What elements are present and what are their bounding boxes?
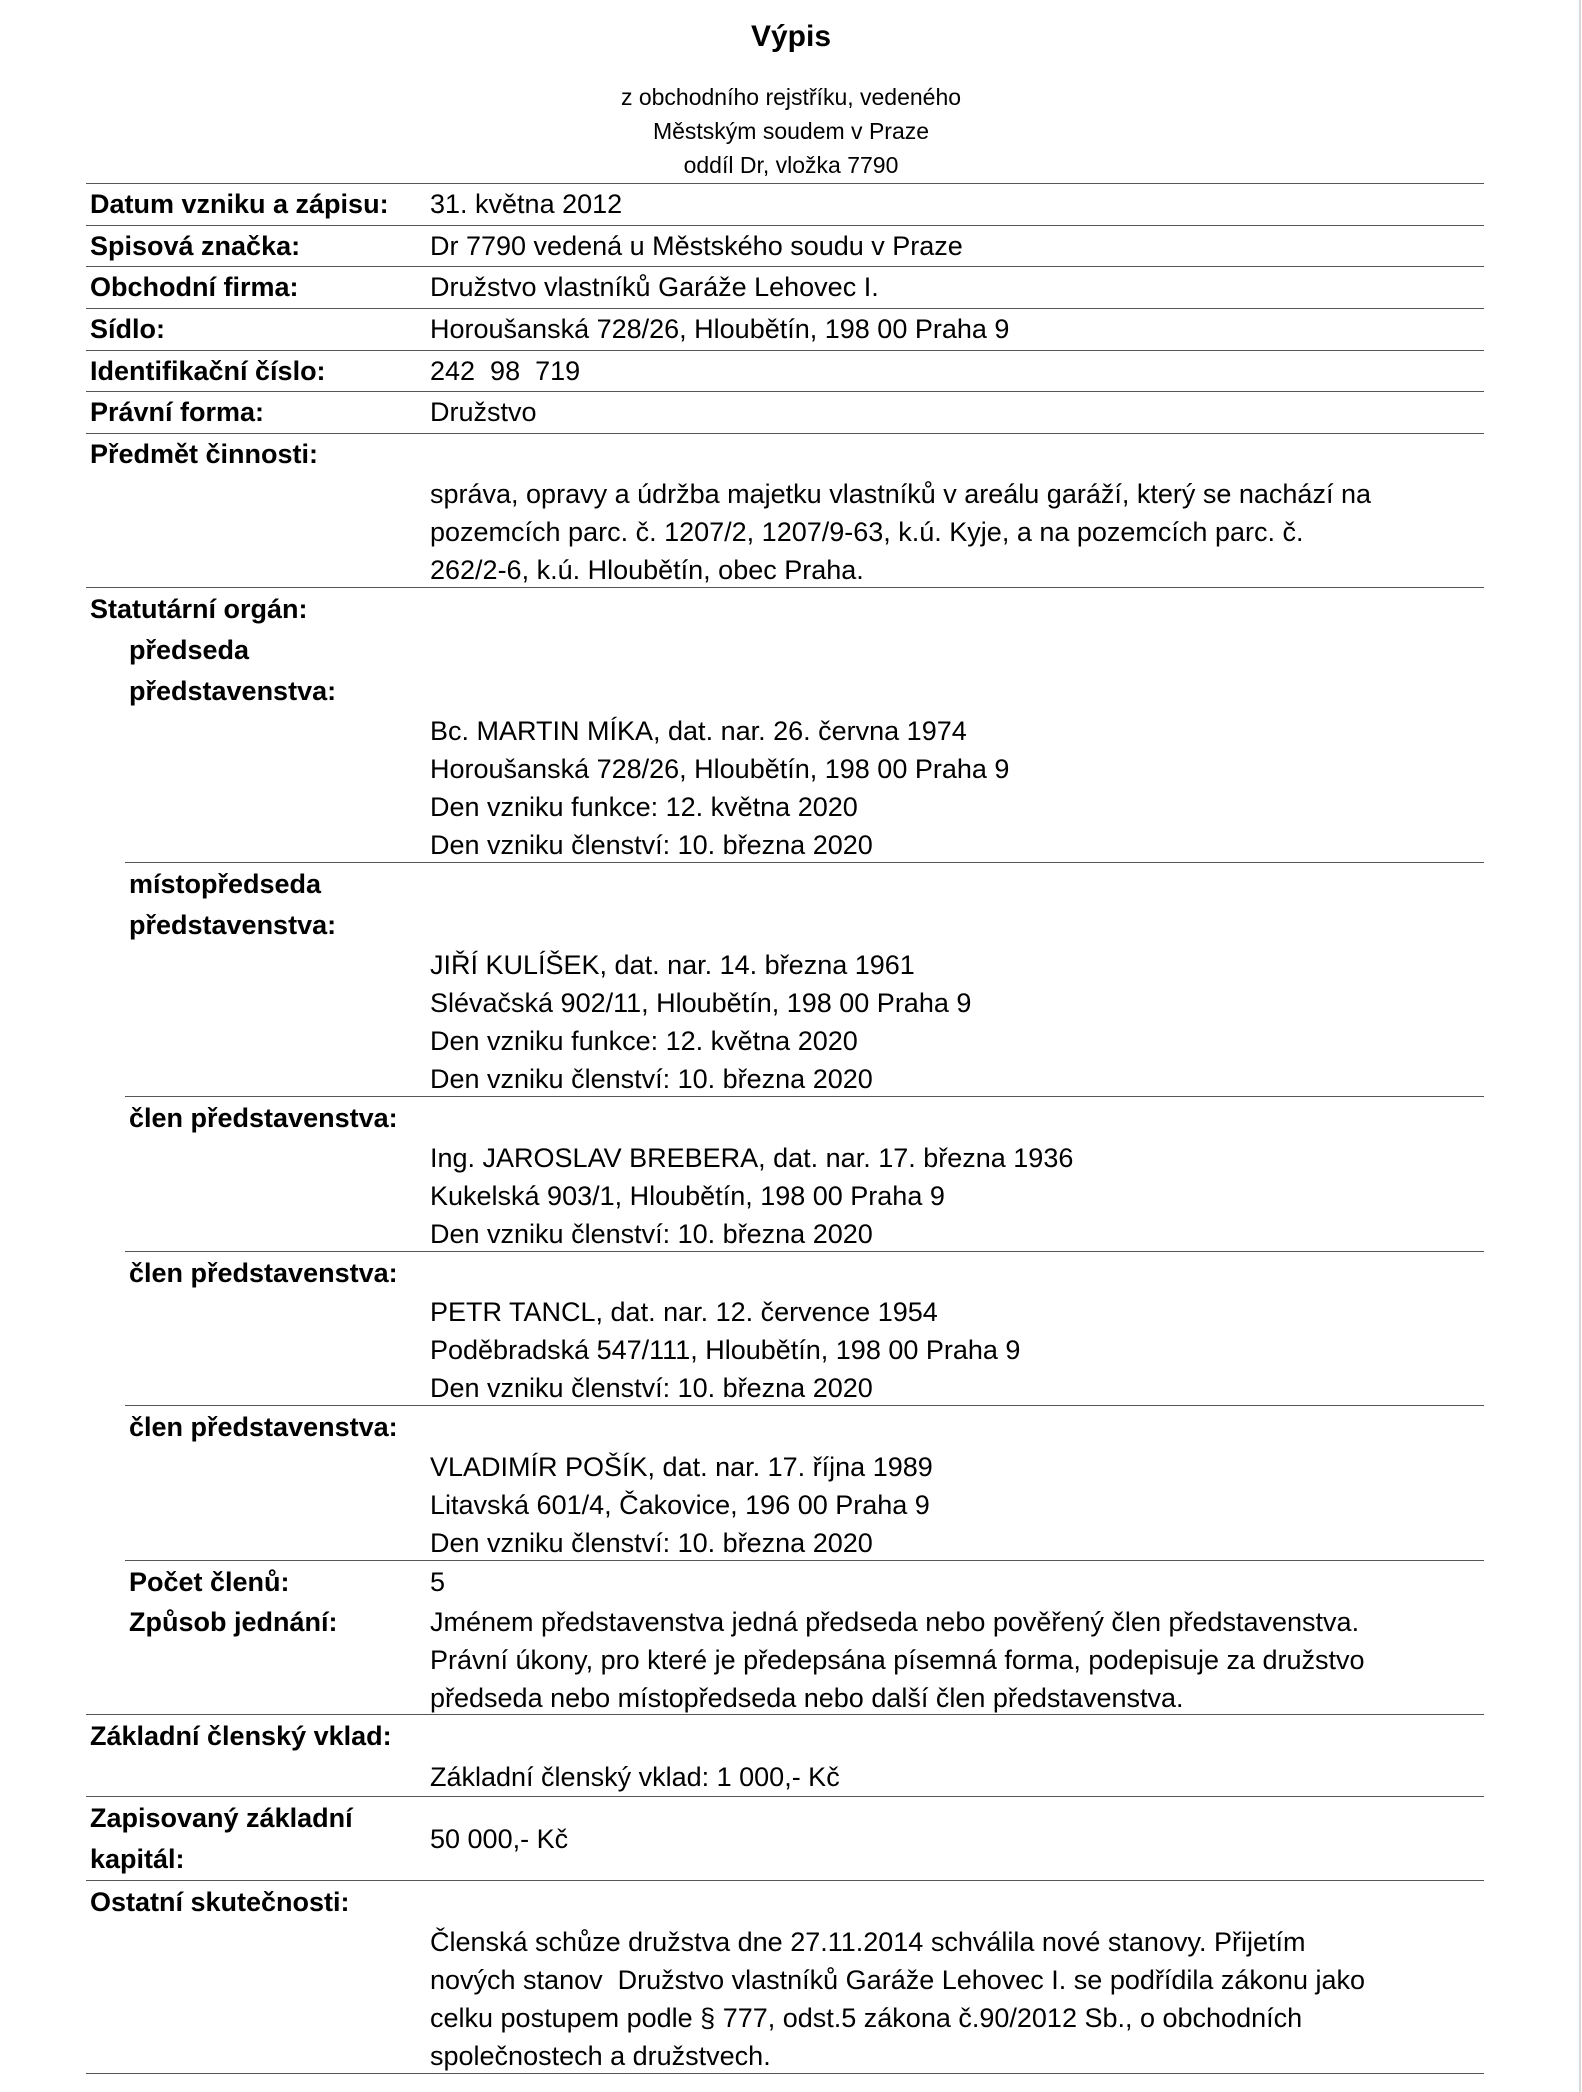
field-label: Předmět činnosti: [90, 439, 319, 469]
field-value: 50 000,- Kč [430, 1824, 569, 1854]
field-value-line: Jménem představenstva jedná předseda nebo pověřený člen představenstva. [430, 1607, 1360, 1637]
field-value-line: předseda nebo místopředseda nebo další člen představenstva. [430, 1683, 1184, 1713]
member-line: Horoušanská 728/26, Hloubětín, 198 00 Praha 9 [430, 754, 1010, 784]
field-label: kapitál: [90, 1844, 185, 1874]
field-value-line: nových stanov Družstvo vlastníků Garáže Lehovec I. se podřídila zákonu jako [430, 1965, 1365, 1995]
member-line: JIŘÍ KULÍŠEK, dat. nar. 14. března 1961 [430, 950, 915, 980]
subtitle-line: oddíl Dr, vložka 7790 [683, 152, 899, 178]
member-line: Kukelská 903/1, Hloubětín, 198 00 Praha 9 [430, 1181, 945, 1211]
member-line: Ing. JAROSLAV BREBERA, dat. nar. 17. března 1936 [430, 1143, 1074, 1173]
field-label: Spisová značka: [90, 231, 301, 261]
divider [86, 391, 1484, 392]
field-value: 242 98 719 [430, 356, 581, 386]
field-value: Družstvo [430, 397, 537, 427]
member-line: Litavská 601/4, Čakovice, 196 00 Praha 9 [430, 1490, 930, 1520]
member-line: Den vzniku členství: 10. března 2020 [430, 1219, 873, 1249]
member-line: Den vzniku členství: 10. března 2020 [430, 1373, 873, 1403]
member-line: Den vzniku funkce: 12. května 2020 [430, 792, 858, 822]
divider [86, 1880, 1484, 1881]
field-label: Datum vzniku a zápisu: [90, 189, 389, 219]
field-value-line: společnostech a družstvech. [430, 2041, 771, 2071]
divider [86, 308, 1484, 309]
divider [86, 266, 1484, 267]
member-line: Bc. MARTIN MÍKA, dat. nar. 26. června 1974 [430, 716, 967, 746]
field-label: Právní forma: [90, 397, 265, 427]
subtitle-line: z obchodního rejstříku, vedeného [620, 84, 962, 110]
member-line: Den vzniku členství: 10. března 2020 [430, 1528, 873, 1558]
member-line: VLADIMÍR POŠÍK, dat. nar. 17. října 1989 [430, 1452, 933, 1482]
role-label: představenstva: [129, 910, 337, 940]
member-line: Den vzniku členství: 10. března 2020 [430, 830, 873, 860]
field-label: Ostatní skutečnosti: [90, 1887, 350, 1917]
member-line: Den vzniku funkce: 12. května 2020 [430, 1026, 858, 1056]
field-label: Identifikační číslo: [90, 356, 326, 386]
field-value: 31. května 2012 [430, 189, 623, 219]
role-label: místopředseda [129, 869, 322, 899]
member-line: Poděbradská 547/111, Hloubětín, 198 00 Praha 9 [430, 1335, 1021, 1365]
page-edge [1579, 0, 1581, 2092]
field-label: Základní členský vklad: [90, 1721, 392, 1751]
field-value: Družstvo vlastníků Garáže Lehovec I. [430, 272, 879, 302]
divider [86, 350, 1484, 351]
field-value-line: 262/2-6, k.ú. Hloubětín, obec Praha. [430, 555, 864, 585]
field-label: Počet členů: [129, 1567, 290, 1597]
field-label: Způsob jednání: [129, 1607, 338, 1637]
divider [86, 2073, 1484, 2074]
divider [86, 225, 1484, 226]
role-label: představenstva: [129, 676, 337, 706]
member-line: Den vzniku členství: 10. března 2020 [430, 1064, 873, 1094]
field-value-line: Členská schůze družstva dne 27.11.2014 schválila nové stanovy. Přijetím [430, 1927, 1306, 1957]
field-value-line: správa, opravy a údržba majetku vlastníků v areálu garáží, který se nachází na [430, 479, 1371, 509]
role-label: člen představenstva: [129, 1258, 398, 1288]
role-label: člen představenstva: [129, 1412, 398, 1442]
field-label: Sídlo: [90, 314, 165, 344]
member-line: Slévačská 902/11, Hloubětín, 198 00 Praha 9 [430, 988, 972, 1018]
field-label: Zapisovaný základní [90, 1803, 353, 1833]
field-value: Základní členský vklad: 1 000,- Kč [430, 1762, 840, 1792]
divider [86, 183, 1484, 184]
subtitle-line: Městským soudem v Praze [652, 118, 930, 144]
divider [86, 433, 1484, 434]
field-value-line: pozemcích parc. č. 1207/2, 1207/9-63, k.ú. Kyje, a na pozemcích parc. č. [430, 517, 1304, 547]
role-label: předseda [129, 635, 250, 665]
role-label: člen představenstva: [129, 1103, 398, 1133]
document-title: Výpis [750, 20, 832, 53]
field-value: 5 [430, 1567, 446, 1597]
section-label: Statutární orgán: [90, 594, 308, 624]
field-label: Obchodní firma: [90, 272, 299, 302]
divider [86, 1796, 1484, 1797]
field-value: Dr 7790 vedená u Městského soudu v Praze [430, 231, 963, 261]
field-value-line: Právní úkony, pro které je předepsána písemná forma, podepisuje za družstvo [430, 1645, 1365, 1675]
member-line: PETR TANCL, dat. nar. 12. července 1954 [430, 1297, 938, 1327]
field-value-line: celku postupem podle § 777, odst.5 zákona č.90/2012 Sb., o obchodních [430, 2003, 1303, 2033]
field-value: Horoušanská 728/26, Hloubětín, 198 00 Praha 9 [430, 314, 1010, 344]
